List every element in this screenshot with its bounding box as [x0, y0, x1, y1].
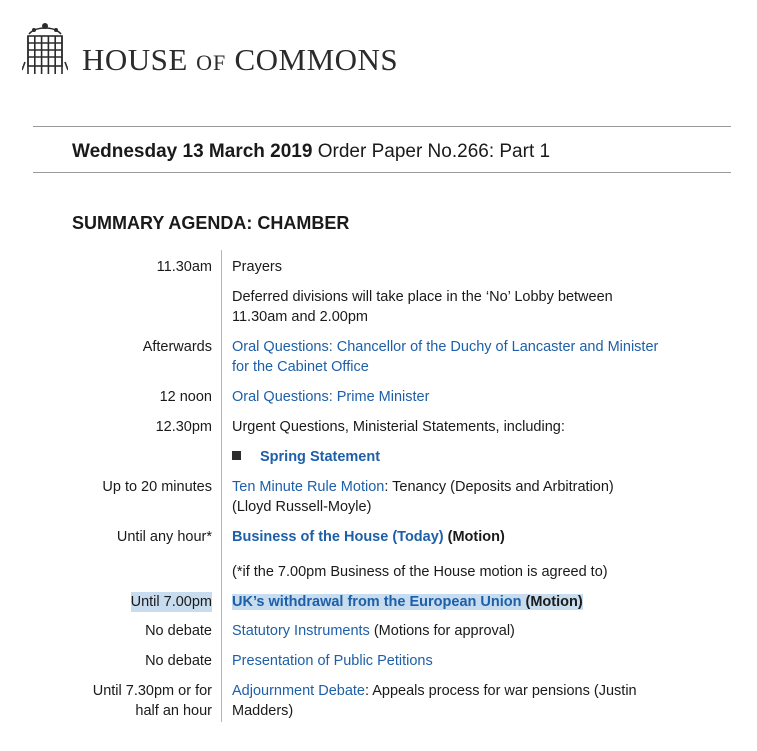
- time-column-divider: [221, 250, 222, 722]
- agenda-item-note: [232, 287, 712, 327]
- agenda-time: 12 noon: [159, 389, 212, 405]
- divider-top: [33, 126, 731, 127]
- agenda-time: Up to 20 minutes: [102, 479, 212, 495]
- note-line: 11.30am and 2.00pm: [232, 309, 368, 325]
- oral-questions-pm-link[interactable]: Oral Questions: Prime Minister: [232, 389, 430, 405]
- title-of: OF: [196, 50, 227, 75]
- agenda-item: [232, 621, 712, 641]
- agenda-item-text: : Appeals process for war pensions (Justin: [365, 683, 637, 699]
- motion-label: (Motion): [443, 529, 505, 545]
- agenda-time: No debate: [145, 623, 212, 639]
- house-of-commons-title: [82, 42, 398, 78]
- time-line: Until 7.30pm or for: [92, 683, 212, 699]
- agenda-item: [232, 477, 712, 517]
- agenda-item-text: (Lloyd Russell-Moyle): [232, 499, 372, 515]
- title-house: HOUSE: [82, 42, 188, 77]
- agenda-item-note: (*if the 7.00pm Business of the House motion is agreed to): [232, 564, 608, 580]
- title-commons: COMMONS: [234, 42, 399, 77]
- time-line: half an hour: [135, 703, 212, 719]
- paper-date: Wednesday 13 March 2019: [72, 141, 313, 162]
- agenda-item: [232, 681, 712, 721]
- public-petitions-link[interactable]: Presentation of Public Petitions: [232, 653, 433, 669]
- agenda-item: [232, 527, 712, 547]
- uk-withdrawal-link[interactable]: UK’s withdrawal from the European Union: [232, 594, 522, 610]
- agenda-time: [93, 681, 212, 721]
- square-bullet-icon: [232, 451, 241, 460]
- agenda-item-text: Madders): [232, 703, 294, 719]
- agenda-time: 12.30pm: [155, 419, 212, 435]
- order-paper-heading: [72, 141, 550, 163]
- agenda-time: 11.30am: [156, 259, 212, 275]
- agenda-item: [232, 592, 712, 612]
- motion-label: (Motion): [521, 594, 583, 610]
- statutory-instruments-link[interactable]: Statutory Instruments: [232, 623, 370, 639]
- order-paper-number: Order Paper No.266: Part 1: [317, 141, 551, 162]
- agenda-time: Until 7.00pm: [130, 594, 212, 610]
- oral-questions-cdl-link[interactable]: [232, 337, 712, 377]
- portcullis-logo-icon: [22, 20, 68, 78]
- adjournment-debate-link[interactable]: Adjournment Debate: [232, 683, 365, 699]
- note-line: Deferred divisions will take place in the ‘No’ Lobby between: [232, 289, 613, 305]
- link-line[interactable]: Oral Questions: Chancellor of the Duchy of Lancaster and Minister: [232, 339, 659, 355]
- spring-statement-link[interactable]: Spring Statement: [260, 449, 381, 465]
- agenda-time: No debate: [145, 653, 212, 669]
- agenda-item-text: Urgent Questions, Ministerial Statements, including:: [232, 419, 565, 435]
- agenda-item-text: Prayers: [232, 259, 282, 275]
- link-line[interactable]: for the Cabinet Office: [232, 359, 369, 375]
- agenda-time: Until any hour*: [116, 529, 212, 545]
- section-title: SUMMARY AGENDA: CHAMBER: [72, 213, 350, 233]
- ten-minute-rule-link[interactable]: Ten Minute Rule Motion: [232, 479, 385, 495]
- agenda-item-text: : Tenancy (Deposits and Arbitration): [384, 479, 614, 495]
- business-of-the-house-link[interactable]: Business of the House (Today): [232, 529, 444, 545]
- divider-bottom: [33, 172, 731, 173]
- agenda-item-text: (Motions for approval): [369, 623, 515, 639]
- agenda-sub-item: [232, 447, 712, 467]
- agenda-time: Afterwards: [142, 339, 212, 355]
